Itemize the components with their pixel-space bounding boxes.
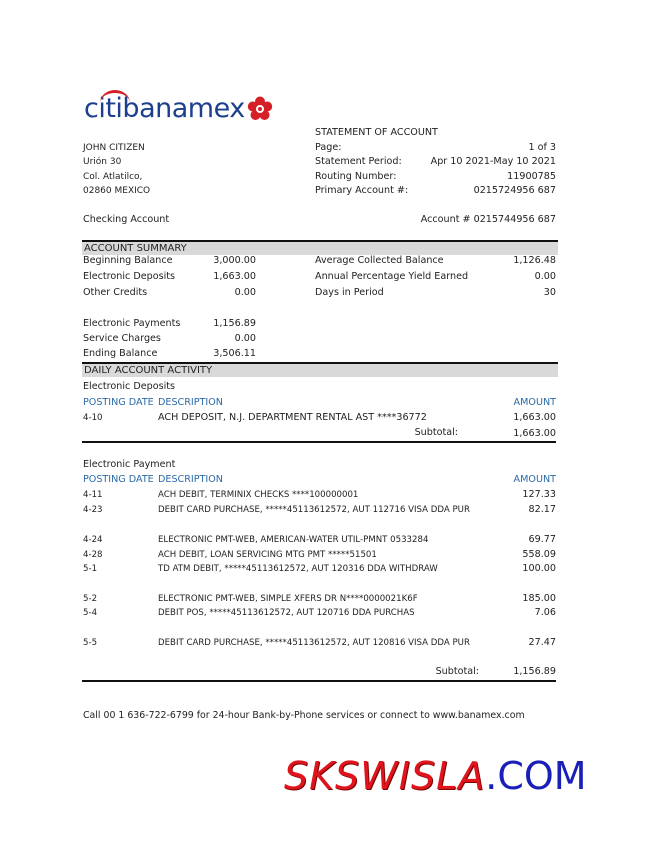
payments-subtotal-label: Subtotal:	[435, 666, 479, 677]
row-amount: 100.00	[522, 563, 556, 574]
watermark-suffix: .COM	[485, 754, 587, 798]
summary-label: Average Collected Balance	[315, 255, 444, 266]
summary-value: 0.00	[234, 333, 256, 344]
row-amount: 82.17	[528, 504, 556, 515]
summary-label: Ending Balance	[83, 348, 158, 359]
routing-value: 11900785	[507, 171, 556, 182]
summary-value: 30	[543, 287, 556, 298]
row-description: ELECTRONIC PMT-WEB, AMERICAN-WATER UTIL-PMNT 0533284	[158, 535, 429, 545]
primary-account-label: Primary Account #:	[315, 185, 409, 196]
summary-label: Electronic Payments	[83, 318, 181, 329]
row-date: 4-10	[83, 413, 103, 423]
row-amount: 185.00	[522, 593, 556, 604]
row-description: ACH DEBIT, TERMINIX CHECKS ****100000001	[158, 490, 359, 500]
primary-account-value: 0215724956 687	[473, 185, 556, 196]
row-date: 5-2	[83, 594, 98, 604]
summary-label: Annual Percentage Yield Earned	[315, 271, 469, 282]
address-line1: Urión 30	[83, 157, 122, 167]
logo-text: citibanamex	[84, 93, 245, 124]
page-value: 1 of 3	[528, 142, 556, 153]
divider	[82, 680, 556, 682]
summary-value: 0.00	[234, 287, 256, 298]
footer-note: Call 00 1 636-722-6799 for 24-hour Bank-by-Phone services or connect to www.banamex.com	[83, 710, 525, 721]
summary-label: Electronic Deposits	[83, 271, 176, 282]
deposits-subtotal-label: Subtotal:	[414, 427, 458, 438]
row-amount: 558.09	[522, 549, 556, 560]
summary-label: Beginning Balance	[83, 255, 173, 266]
summary-value: 1,663.00	[213, 271, 256, 282]
address-line2: Col. Atlatilco,	[83, 172, 143, 182]
row-description: TD ATM DEBIT, *****45113612572, AUT 120316 DDA WITHDRAW	[158, 564, 438, 574]
row-description: ACH DEPOSIT, N.J. DEPARTMENT RENTAL AST ****36772	[158, 412, 427, 423]
col-posting-date: POSTING DATE	[83, 474, 154, 485]
row-description: ELECTRONIC PMT-WEB, SIMPLE XFERS DR N****0000021K6F	[158, 594, 418, 604]
statement-title: STATEMENT OF ACCOUNT	[315, 127, 438, 138]
watermark-main: SKSWISLA	[284, 754, 486, 798]
row-date: 4-28	[83, 550, 103, 560]
row-description: DEBIT CARD PURCHASE, *****45113612572, AUT 120816 VISA DDA PUR	[158, 638, 470, 648]
account-number: Account # 0215744956 687	[420, 214, 556, 225]
col-amount: AMOUNT	[513, 474, 556, 485]
summary-label: Other Credits	[83, 287, 148, 298]
row-description: DEBIT POS, *****45113612572, AUT 120716 DDA PURCHAS	[158, 608, 415, 618]
account-type: Checking Account	[83, 214, 170, 225]
row-amount: 27.47	[528, 637, 556, 648]
row-amount: 127.33	[522, 489, 556, 500]
deposits-subtotal-value: 1,663.00	[513, 428, 556, 439]
col-amount: AMOUNT	[513, 397, 556, 408]
row-amount: 7.06	[534, 607, 556, 618]
routing-label: Routing Number:	[315, 171, 397, 182]
banamex-flower-icon	[247, 96, 273, 122]
row-date: 4-23	[83, 505, 103, 515]
payments-title: Electronic Payment	[83, 459, 176, 470]
deposits-title: Electronic Deposits	[83, 381, 176, 392]
row-date: 5-1	[83, 564, 98, 574]
row-date: 5-4	[83, 608, 98, 618]
summary-value: 1,126.48	[513, 255, 556, 266]
period-label: Statement Period:	[315, 156, 402, 167]
watermark	[284, 752, 587, 800]
row-date: 5-5	[83, 638, 98, 648]
summary-value: 1,156.89	[213, 318, 256, 329]
row-date: 4-11	[83, 490, 103, 500]
customer-name: JOHN CITIZEN	[83, 143, 145, 153]
payments-subtotal-value: 1,156.89	[513, 666, 556, 677]
period-value: Apr 10 2021-May 10 2021	[430, 156, 556, 167]
summary-value: 3,000.00	[213, 255, 256, 266]
row-amount: 69.77	[528, 534, 556, 545]
summary-value: 3,506.11	[213, 348, 256, 359]
row-amount: 1,663.00	[513, 412, 556, 423]
summary-value: 0.00	[534, 271, 556, 282]
daily-activity-heading: DAILY ACCOUNT ACTIVITY	[82, 362, 558, 377]
summary-label: Days in Period	[315, 287, 384, 298]
account-summary-heading: ACCOUNT SUMMARY	[82, 240, 558, 255]
col-description: DESCRIPTION	[158, 397, 223, 408]
col-description: DESCRIPTION	[158, 474, 223, 485]
address-line3: 02860 MEXICO	[83, 186, 151, 196]
col-posting-date: POSTING DATE	[83, 397, 154, 408]
row-date: 4-24	[83, 535, 103, 545]
divider	[82, 441, 556, 443]
row-description: ACH DEBIT, LOAN SERVICING MTG PMT *****51501	[158, 550, 377, 560]
summary-label: Service Charges	[83, 333, 161, 344]
page-label: Page:	[315, 142, 342, 153]
row-description: DEBIT CARD PURCHASE, *****45113612572, AUT 112716 VISA DDA PUR	[158, 505, 470, 515]
